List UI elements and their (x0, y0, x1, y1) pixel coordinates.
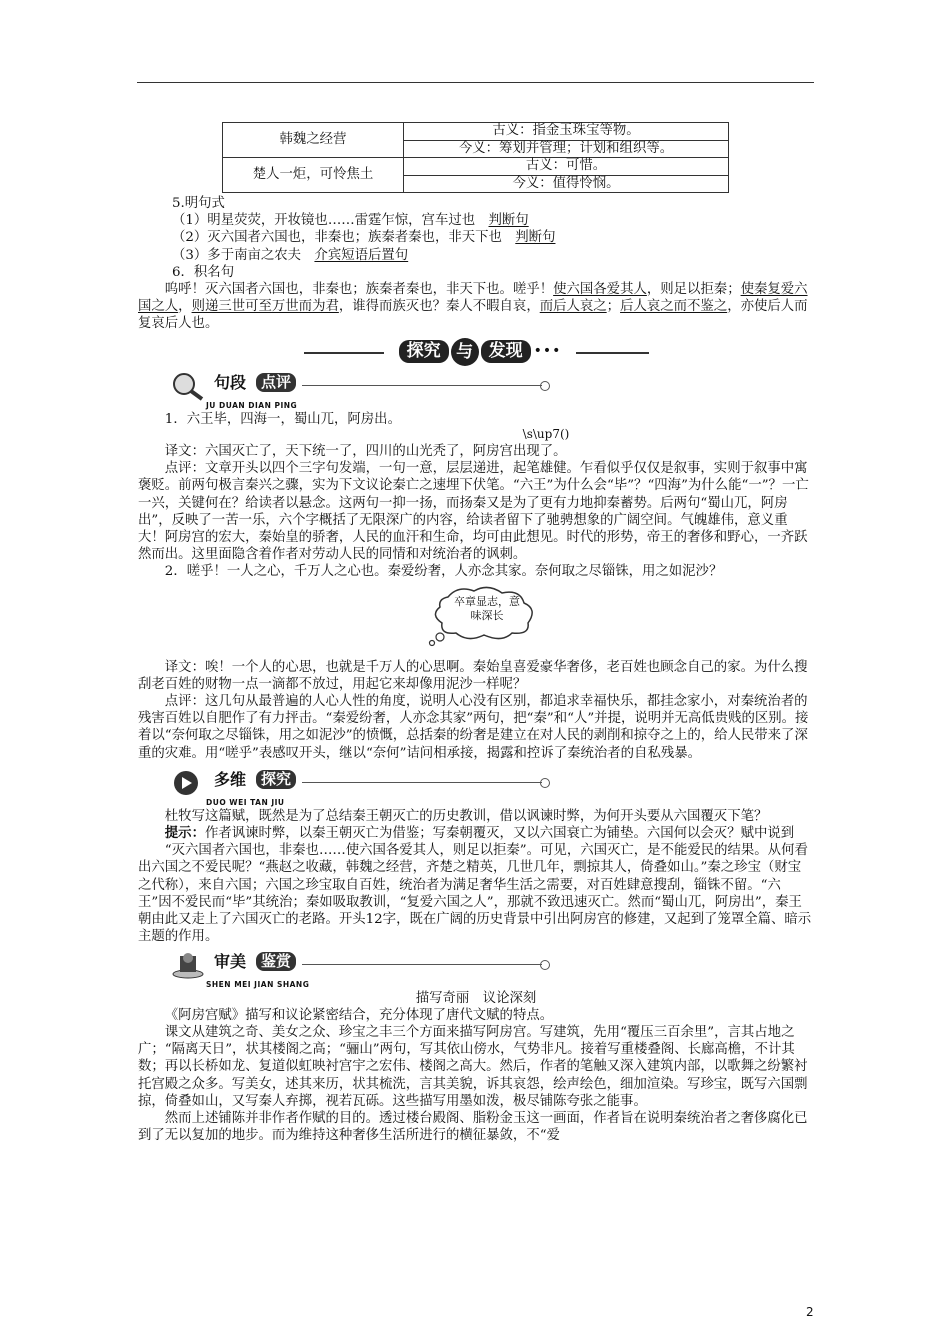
translation: 译文：六国灭亡了，天下统一了，四川的山光秃了，阿房宫出现了。 (164, 444, 567, 460)
table-row (223, 123, 729, 141)
word-meaning-table (222, 122, 729, 193)
section-title-tag: 点评 (256, 373, 296, 392)
question: 杜牧写这篇赋，既然是为了总结秦王朝灭亡的历史教训，借以讽谏时弊，为何开头要从六国覆灭下笔？ (164, 808, 768, 824)
section-header-smjs (166, 950, 814, 990)
section-title-tag: 鉴赏 (256, 952, 296, 971)
list-item: （1）明星荧荧，开妆镜也……雷霆乍惊，宫车过也 判断句 (172, 213, 529, 229)
section-rule-end (540, 778, 550, 788)
table-modern: 今义：值得怜悯。 (404, 175, 729, 193)
list-item: （2）灭六国者六国也，非秦也；族秦者秦也，非天下也 判断句 (172, 230, 556, 246)
sentence-title: 2．嗟乎！一人之心，千万人之心也。秦爱纷奢，人亦念其家。奈何取之尽锱铢，用之如泥沙？ (164, 564, 723, 580)
paragraph: 然而上述铺陈并非作者作赋的目的。透过楼台殿阁、脂粉金玉这一画面，作者旨在说明秦统治者之奢侈腐化已到了无以复加的地步。而为维持这种奢侈生活所进行的横征暴敛，不“爱 (138, 1110, 808, 1144)
cloud-text: 卒章显志，意味深长 (454, 594, 520, 622)
section-title: 多维 (214, 769, 247, 789)
field-code: \s\up7() (522, 426, 570, 441)
section-rule-end (540, 381, 550, 391)
section-pinyin: JU DUAN DIAN PING (206, 400, 298, 410)
paragraph: 课文从建筑之奇、美女之众、珍宝之丰三个方面来描写阿房宫。写建筑，先用“覆压三百余里”，言其占地之广；“隔离天日”，状其楼阁之高；“骊山”两句，写其依山傍水，气势非凡。接着写重楼叠阁、长廊高檐，不计其数；再以长桥如龙、复道似虹映衬宫宇之宏伟、楼阁之高大。然后，作者的笔触又深入建筑内部，以歌舞之纷繁衬托宫殿之众多。写美女，述其来历，状其梳洗，言其美貌，诉其哀怨，绘声绘色，细加渲染。写珍宝，既写六国剽掠，倚叠如山，又写秦人弃掷，视若瓦砾。这些描写用墨如泼，极尽铺陈夸张之能事。 (138, 1024, 808, 1109)
table-key: 韩魏之经营 (223, 123, 404, 158)
header-rule (137, 82, 814, 83)
section-rule (302, 964, 542, 965)
list-item: （3）多于南亩之农夫 介宾短语后置句 (172, 247, 409, 263)
subsection-title: 描写奇丽 议论深刻 (415, 990, 537, 1006)
famous-lines-paragraph: 呜呼！灭六国者六国也，非秦也；族秦者秦也，非天下也。嗟乎！使六国各爱其人，则足以拒秦；使秦复爱六国之人，则递三世可至万世而为君，谁得而族灭也？秦人不暇自哀，而后人哀之；后人哀之而不鉴之，亦使后人而复哀后人也。 (138, 282, 808, 332)
section-rule (302, 385, 542, 386)
comment: 点评：这几句从最普遍的人心人性的角度，说明人心没有区别，都追求幸福快乐，都挂念家小，对秦统治者的残害百姓以自肥作了有力抨击。“秦爱纷奢，人亦念其家”两句，把“秦”和“人”并提，说明并无高低贵贱的区别。接着以“奈何取之尽锱铢，用之如泥沙”的愤慨，总括秦的纷奢是建立在对人民的剥削和掠夺之上的，给人民带来了深重的灾难。用“嗟乎”表感叹开头，继以“奈何”诘问相承接，揭露和控诉了秦统治者的自私残暴。 (138, 694, 809, 761)
thought-cloud (422, 585, 542, 647)
table-key: 楚人一炬，可怜焦土 (223, 158, 404, 193)
page-number: 2 (806, 1305, 814, 1319)
sentence-title: 1．六王毕，四海一，蜀山兀，阿房出。 (164, 411, 401, 427)
answer: “灭六国者六国也，非秦也……使六国各爱其人，则足以拒秦”。可见，六国灭亡，是不能爱民的结果。从何看出六国之不爱民呢？“燕赵之收藏，韩魏之经营，齐楚之精英，几世几年，剽掠其人，倚叠如山。”秦之珍宝（财宝之代称），来自六国；六国之珍宝取自百姓，统治者为满足奢华生活之需要，对百姓肆意搜刮，锱铢不留。“六王”因不爱民而“毕”其统治；秦如吸取教训，“复爱六国之人”，那就不致迅速灭亡。然而“蜀山兀，阿房出”，秦王朝由此又走上了六国灭亡的老路。开头12字，既在广阔的历史背景中引出阿房宫的修建，又起到了笼罩全篇、暗示主题的作用。 (138, 843, 812, 945)
section-title-tag: 探究 (256, 770, 296, 789)
comment: 点评：文章开头以四个三字句发端，一句一意，层层递进，起笔雄健。乍看似乎仅仅是叙事，实则于叙事中寓褒贬。前两句极言秦兴之骤，实为下文议论秦亡之速埋下伏笔。“六王”为什么会“毕”？“四海”为什么能“一”？一亡一兴，关键何在？给读者以悬念。这两句一抑一扬，而扬秦又是为了更有力地抑秦蓄势。后两句“蜀山兀，阿房出”，反映了一苦一乐，六个字概括了无限深广的内容，给读者留下了驰骋想象的广阔空间。气魄雄伟，意义重大！阿房宫的宏大，秦始皇的骄奢，人民的血汗和生命，均可由此想见。时代的形势，帝王的奢侈和野心，一齐跃然而出。这里面隐含着作者对劳动人民的同情和对统治者的讽刺。 (138, 461, 809, 563)
section-rule (302, 782, 542, 783)
section-6-title: 6．积名句 (172, 264, 235, 280)
section-title: 句段 (214, 372, 247, 392)
table-row (223, 158, 729, 176)
banner-word: 与 (451, 338, 479, 366)
table-modern: 今义：筹划并管理；计划和组织等。 (404, 140, 729, 158)
banner-word: 探究 (399, 340, 449, 363)
section-rule-end (540, 960, 550, 970)
banner-dots: ••• (533, 343, 562, 360)
section-header-dwtj (166, 768, 814, 808)
banner-word: 发现 (481, 340, 531, 363)
play-disc-icon (170, 768, 206, 798)
paragraph: 《阿房宫赋》描写和议论紧密结合，充分体现了唐代文赋的特点。 (164, 1007, 554, 1023)
translation: 译文：唉！一个人的心思，也就是千万人的心思啊。秦始皇喜爱豪华奢侈，老百姓也顾念自己的家。为什么搜刮老百姓的财物一点一滴都不放过，用起它来却像用泥沙一样呢？ (138, 659, 808, 692)
section-5-title: 5.明句式 (172, 196, 225, 211)
answer: 提示：作者讽谏时弊，以秦王朝灭亡为借鉴；写秦朝覆灭，又以六国衰亡为铺垫。六国何以会灭？赋中说到 (164, 825, 795, 842)
banner-title (384, 337, 576, 367)
table-ancient: 古义：可惜。 (404, 158, 729, 176)
book-lamp-icon (170, 950, 206, 980)
section-pinyin: DUO WEI TAN JIU (206, 797, 285, 807)
table-ancient: 古义：指金玉珠宝等物。 (404, 123, 729, 141)
section-header-jdp (166, 371, 814, 411)
section-banner (138, 337, 814, 367)
magnifier-icon (170, 371, 206, 401)
section-title: 审美 (214, 951, 247, 971)
section-pinyin: SHEN MEI JIAN SHANG (206, 979, 310, 989)
page-content (138, 122, 814, 1144)
